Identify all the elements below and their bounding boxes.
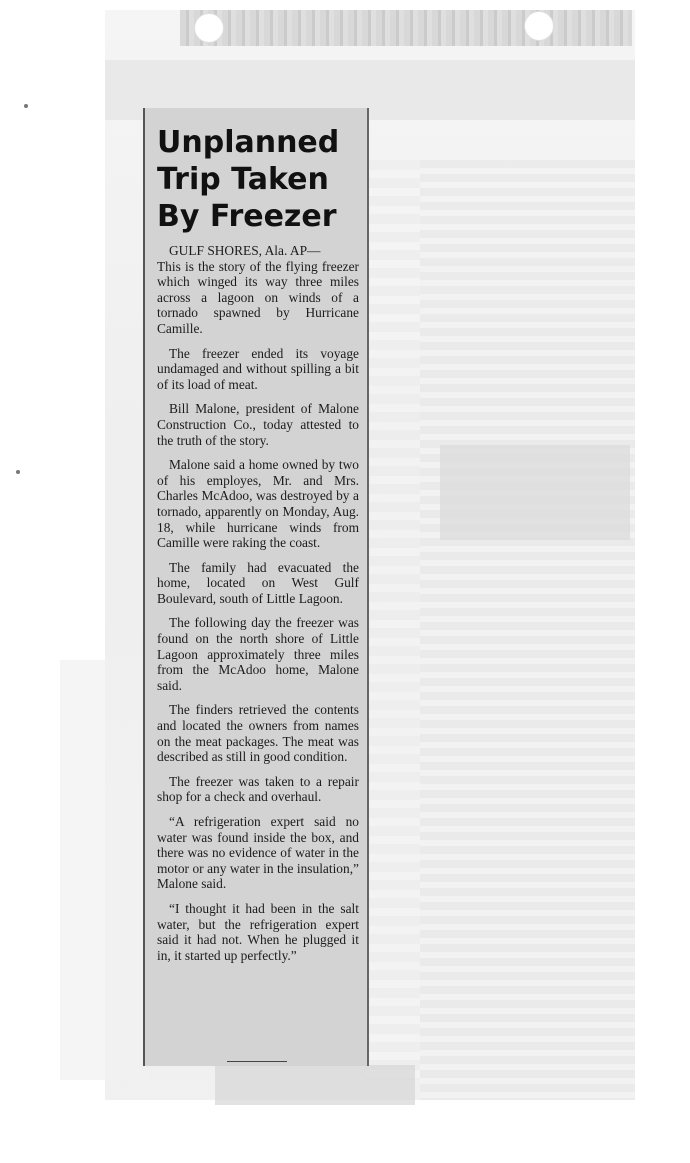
article-paragraph-4: Malone said a home owned by two of his employes, Mr. and Mrs. Charles McAdoo, was destroyed by a tornado, apparently on Monday, Aug. 18, while hurricane winds from Camille were raking the coast. (157, 457, 359, 551)
faded-margin-region (60, 660, 150, 1080)
article-paragraph-1: GULF SHORES, Ala. AP— This is the story of the flying freezer which winged its way three miles across a lagoon on winds of a tornado spawned by Hurricane Camille. (157, 243, 359, 336)
faded-text-column (365, 160, 420, 1080)
faded-advertisement-column (420, 160, 635, 1100)
margin-mark (16, 470, 20, 474)
article-paragraph-2: The freezer ended its voyage undamaged and without spilling a bit of its load of meat. (157, 345, 359, 392)
article-paragraph-3: Bill Malone, president of Malone Construction Co., today attested to the truth of the story. (157, 401, 359, 448)
article-paragraph-9: “A refrigeration expert said no water was found inside the box, and there was no evidence of water in the motor or any water in the insulation,” Malone said. (157, 814, 359, 892)
punch-hole-right (524, 11, 554, 41)
margin-mark (24, 104, 28, 108)
faded-ad-banner (440, 445, 630, 540)
faded-footer-fragment (215, 1065, 415, 1105)
newspaper-clipping (143, 108, 369, 1066)
end-rule (227, 1061, 287, 1062)
article-headline: Unplanned Trip Taken By Freezer (157, 125, 340, 234)
punch-hole-left (194, 13, 224, 43)
article-paragraph-8: The freezer was taken to a repair shop for a check and overhaul. (157, 773, 359, 805)
masthead-fragment (180, 10, 632, 46)
article-paragraph-6: The following day the freezer was found on the north shore of Little Lagoon approximately three miles from the McAdoo home, Malone said. (157, 615, 359, 693)
article-paragraph-10: “I thought it had been in the salt water, but the refrigeration expert said it had not. When he plugged it in, it started up perfectly.” (157, 900, 359, 963)
article-paragraph-5: The family had evacuated the home, located on West Gulf Boulevard, south of Little Lagoon. (157, 559, 359, 606)
article-paragraph-7: The finders retrieved the contents and located the owners from names on the meat packages. The meat was described as still in good condition. (157, 702, 359, 765)
